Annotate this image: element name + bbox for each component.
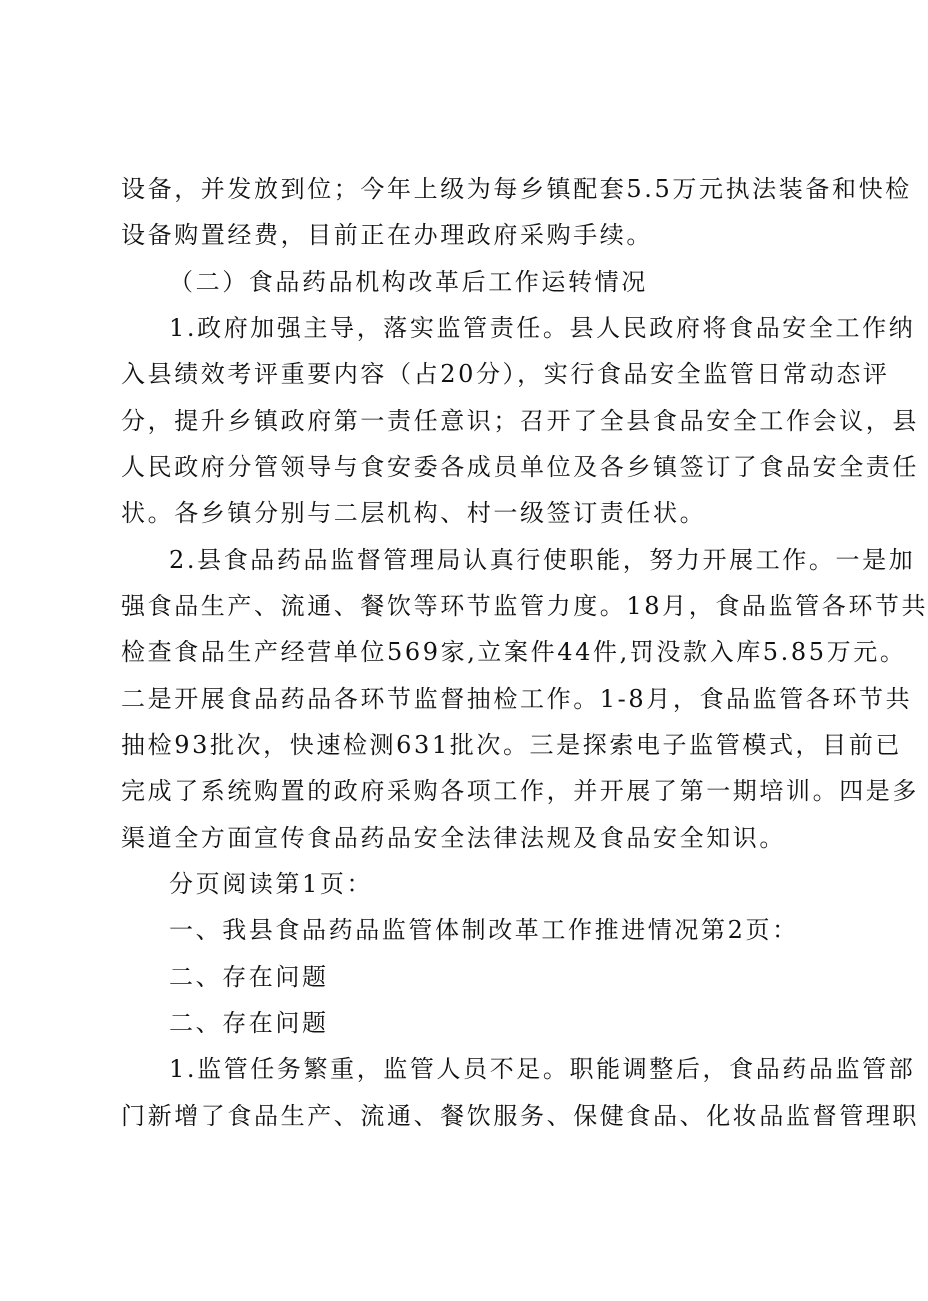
text-line: 强食品生产、流通、餐饮等环节监管力度。18月，食品监管各环节共	[121, 592, 928, 620]
section-heading: （二）食品药品机构改革后工作运转情况	[169, 268, 648, 296]
text-line: 1.政府加强主导，落实监管责任。县人民政府将食品安全工作纳	[169, 314, 916, 342]
section-heading: 二、存在问题	[169, 1009, 329, 1037]
text-line: 门新增了食品生产、流通、餐饮服务、保健食品、化妆品监督管理职	[121, 1102, 919, 1130]
text-line: 设备购置经费，目前正在办理政府采购手续。	[121, 221, 653, 249]
text-line: 分，提升乡镇政府第一责任意识；召开了全县食品安全工作会议，县	[121, 407, 919, 435]
text-line: 状。各乡镇分别与二层机构、村一级签订责任状。	[121, 499, 707, 527]
page-nav-label: 分页阅读第1页：	[169, 870, 374, 898]
text-line: 二是开展食品药品各环节监督抽检工作。1-8月，食品监管各环节共	[121, 685, 913, 713]
text-line: 检查食品生产经营单位569家,立案件44件,罚没款入库5.85万元。	[121, 638, 907, 666]
text-line: 抽检93批次，快速检测631批次。三是探索电子监管模式，目前已	[121, 731, 902, 759]
text-line: 完成了系统购置的政府采购各项工作，并开展了第一期培训。四是多	[121, 777, 919, 805]
text-line: 2.县食品药品监督管理局认真行使职能，努力开展工作。一是加	[169, 546, 916, 574]
page-link-2[interactable]: 二、存在问题	[169, 963, 329, 991]
text-line: 人民政府分管领导与食安委各成员单位及各乡镇签订了食品安全责任	[121, 453, 919, 481]
text-line: 入县绩效考评重要内容（占20分），实行食品安全监管日常动态评	[121, 360, 890, 388]
text-line: 渠道全方面宣传食品药品安全法律法规及食品安全知识。	[121, 824, 786, 852]
text-line: 设备，并发放到位；今年上级为每乡镇配套5.5万元执法装备和快检	[121, 175, 912, 203]
text-line: 1.监管任务繁重，监管人员不足。职能调整后，食品药品监管部	[169, 1055, 916, 1083]
page-link-1[interactable]: 一、我县食品药品监管体制改革工作推进情况第2页：	[169, 916, 799, 944]
